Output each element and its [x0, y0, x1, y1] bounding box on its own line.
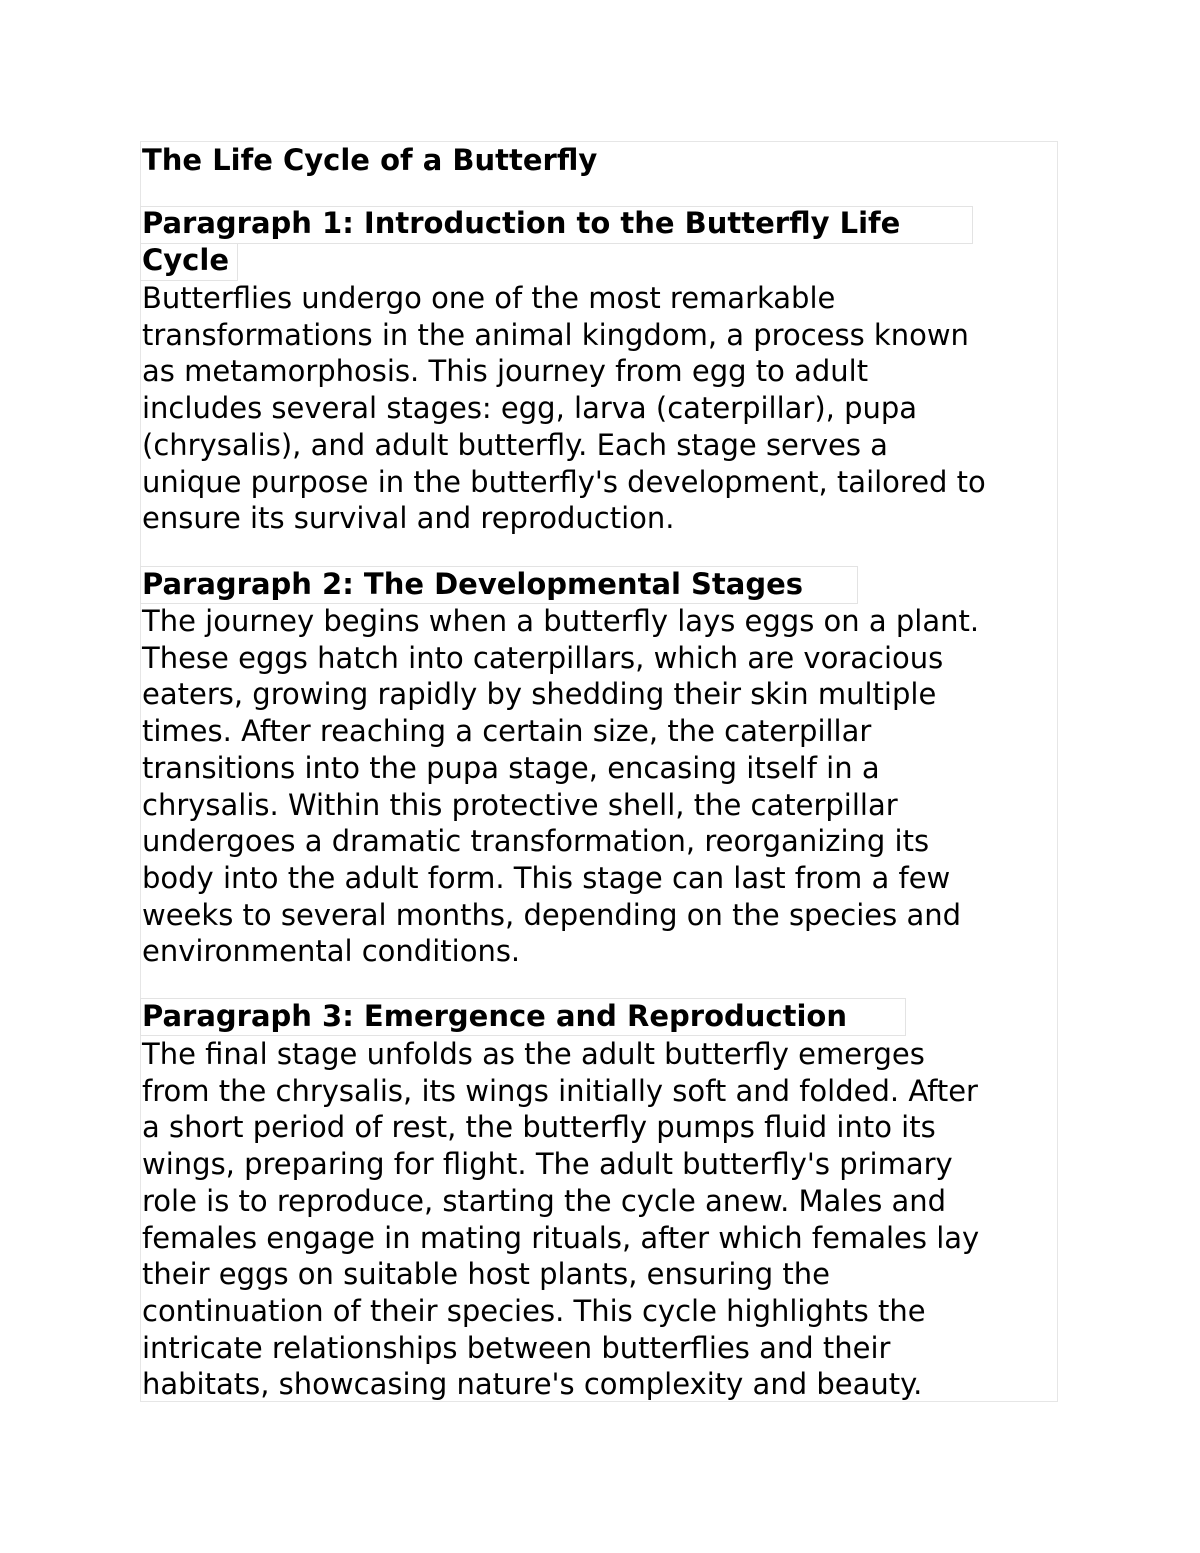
paragraph-line: transformations in the animal kingdom, a process known [142, 317, 969, 352]
paragraph-line: Butterflies undergo one of the most remarkable [142, 281, 836, 315]
section-2-heading-line-1: Paragraph 2: The Developmental Stages [142, 567, 804, 601]
section-2-heading [142, 566, 803, 603]
paragraph-line: (chrysalis), and adult butterfly. Each stage serves a [142, 427, 888, 462]
section-1-heading [142, 205, 900, 279]
paragraph-line: females engage in mating rituals, after which females lay [142, 1220, 980, 1255]
paragraph-line: chrysalis. Within this protective shell, the caterpillar [142, 787, 898, 822]
paragraph-line: ensure its survival and reproduction. [142, 501, 675, 536]
paragraph-line: continuation of their species. This cycle highlights the [142, 1293, 926, 1328]
paragraph-line: role is to reproduce, starting the cycle anew. Males and [142, 1183, 947, 1218]
paragraph-line: their eggs on suitable host plants, ensuring the [142, 1257, 830, 1292]
paragraph-line: transitions into the pupa stage, encasing itself in a [142, 750, 880, 785]
paragraph-line: undergoes a dramatic transformation, reorganizing its [142, 824, 930, 859]
paragraph-line: a short period of rest, the butterfly pumps fluid into its [142, 1110, 936, 1145]
paragraph-line: environmental conditions. [142, 934, 521, 969]
paragraph-line: habitats, showcasing nature's complexity and beauty. [142, 1367, 923, 1402]
section-1-paragraph [142, 280, 1072, 537]
section-3-paragraph [142, 1036, 1072, 1403]
document-title: The Life Cycle of a Butterfly [142, 143, 598, 177]
paragraph-line: The journey begins when a butterfly lays eggs on a plant. [142, 604, 980, 638]
paragraph-line: These eggs hatch into caterpillars, which are voracious [142, 640, 944, 675]
section-2-paragraph [142, 603, 1072, 970]
paragraph-line: intricate relationships between butterflies and their [142, 1330, 891, 1365]
section-1-heading-line-2: Cycle [142, 243, 229, 277]
paragraph-line: unique purpose in the butterfly's development, tailored to [142, 464, 986, 499]
section-3-heading-line-1: Paragraph 3: Emergence and Reproduction [142, 999, 847, 1033]
paragraph-line: body into the adult form. This stage can last from a few [142, 860, 951, 895]
paragraph-line: weeks to several months, depending on the species and [142, 897, 962, 932]
paragraph-line: The final stage unfolds as the adult butterfly emerges [142, 1037, 925, 1071]
paragraph-line: includes several stages: egg, larva (caterpillar), pupa [142, 391, 918, 426]
paragraph-line: wings, preparing for flight. The adult butterfly's primary [142, 1147, 953, 1182]
section-1-heading-line-1: Paragraph 1: Introduction to the Butterfly Life [142, 206, 901, 240]
paragraph-line: from the chrysalis, its wings initially soft and folded. After [142, 1073, 978, 1108]
paragraph-line: as metamorphosis. This journey from egg to adult [142, 354, 869, 389]
section-3-heading [142, 998, 847, 1035]
paragraph-line: eaters, growing rapidly by shedding their skin multiple [142, 677, 937, 712]
paragraph-line: times. After reaching a certain size, the caterpillar [142, 714, 872, 749]
